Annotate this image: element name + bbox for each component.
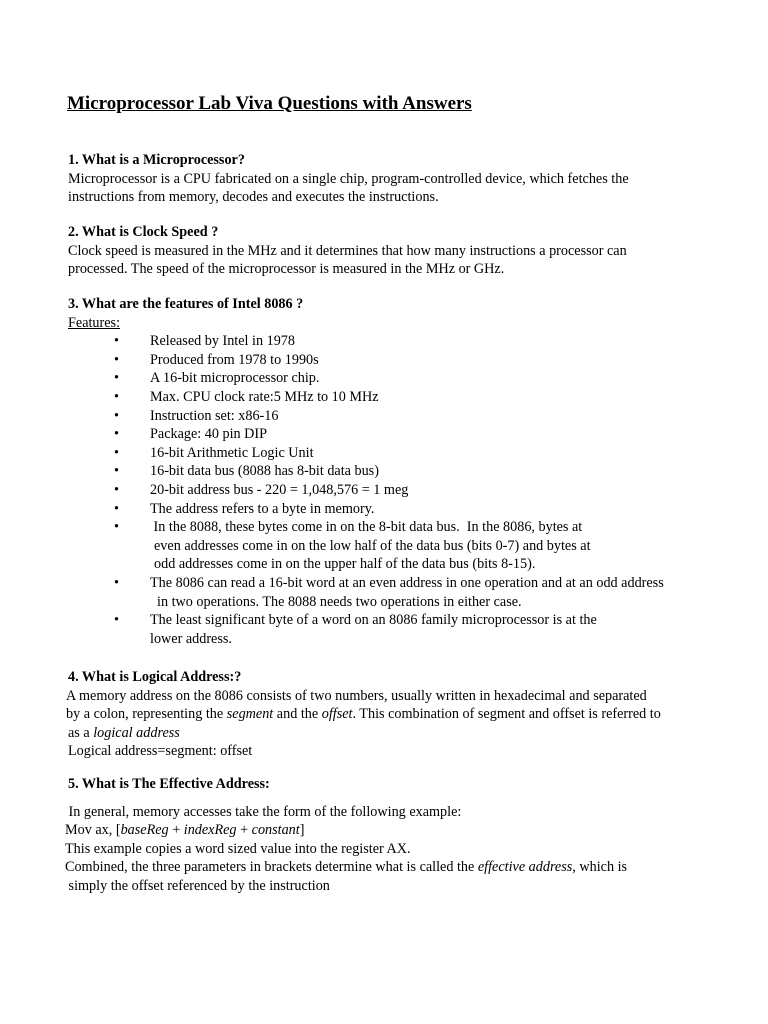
features-label: Features: bbox=[68, 314, 121, 331]
bullet: • bbox=[114, 351, 119, 368]
list-item: • Instruction set: x86-16 bbox=[114, 407, 279, 424]
bullet: • bbox=[114, 500, 119, 517]
q4-line-1: A memory address on the 8086 consists of two numbers, usually written in hexadecimal and separated bbox=[66, 687, 647, 704]
q4-question: 4. What is Logical Address:? bbox=[68, 669, 242, 685]
bullet: • bbox=[114, 388, 119, 405]
q4-line-3: as a logical address bbox=[68, 724, 180, 741]
bullet: • bbox=[114, 407, 119, 424]
page-title: Microprocessor Lab Viva Questions with Answers bbox=[67, 93, 472, 114]
list-item: • 20-bit address bus - 220 = 1,048,576 = 1 meg bbox=[114, 481, 409, 498]
q1-answer-line-1: Microprocessor is a CPU fabricated on a single chip, program-controlled device, which fetches the bbox=[68, 170, 629, 187]
list-item: • Package: 40 pin DIP bbox=[114, 426, 268, 443]
q2-answer-line-2: processed. The speed of the microprocessor is measured in the MHz or GHz. bbox=[68, 261, 505, 278]
q5-line-5: simply the offset referenced by the instruction bbox=[65, 877, 330, 894]
q4-line-4: Logical address=segment: offset bbox=[68, 743, 253, 760]
bullet: • bbox=[114, 519, 119, 536]
bullet: • bbox=[114, 444, 119, 461]
bullet: • bbox=[114, 370, 119, 387]
q1-answer-line-2: instructions from memory, decodes and executes the instructions. bbox=[68, 189, 439, 206]
section-q1 bbox=[68, 151, 700, 207]
list-item: • 16-bit data bus (8088 has 8-bit data bus) bbox=[114, 463, 379, 480]
q5-line-2: Mov ax, [baseReg + indexReg + constant] bbox=[65, 822, 305, 839]
list-item: • The 8086 can read a 16-bit word at an even address in one operation and at an odd address in two operations. The 8088 needs two operations in either case. bbox=[114, 574, 664, 610]
list-item: • Produced from 1978 to 1990s bbox=[114, 351, 319, 368]
features-list bbox=[68, 332, 700, 648]
list-item: • A 16-bit microprocessor chip. bbox=[114, 370, 320, 387]
q4-line-2: by a colon, representing the segment and the offset. This combination of segment and offset is referred to bbox=[66, 706, 661, 723]
q2-question: 2. What is Clock Speed ? bbox=[68, 224, 219, 240]
q5-question: 5. What is The Effective Address: bbox=[68, 776, 270, 792]
bullet: • bbox=[114, 612, 119, 629]
q3-question: 3. What are the features of Intel 8086 ? bbox=[68, 296, 304, 312]
section-q5 bbox=[65, 775, 700, 896]
q2-answer-line-1: Clock speed is measured in the MHz and it determines that how many instructions a processor can bbox=[68, 242, 627, 259]
bullet: • bbox=[114, 333, 119, 350]
q1-question: 1. What is a Microprocessor? bbox=[68, 152, 245, 168]
list-item: • Max. CPU clock rate:5 MHz to 10 MHz bbox=[114, 388, 379, 405]
q5-line-3: This example copies a word sized value into the register AX. bbox=[65, 840, 411, 857]
list-item: • In the 8088, these bytes come in on the 8-bit data bus. In the 8086, bytes at even addresses come in on the low half of the data bus (bits 0-7) and bytes at odd addresses come in on the upper half of the data bus (bits 8-15). bbox=[114, 519, 591, 573]
q5-line-4: Combined, the three parameters in brackets determine what is called the effective address, which is bbox=[65, 859, 628, 876]
section-q4 bbox=[66, 668, 700, 761]
bullet: • bbox=[114, 574, 119, 591]
list-item: • The least significant byte of a word on an 8086 family microprocessor is at the lower address. bbox=[114, 612, 597, 647]
bullet: • bbox=[114, 463, 119, 480]
q5-line-1: In general, memory accesses take the form of the following example: bbox=[65, 803, 462, 820]
list-item: • Released by Intel in 1978 bbox=[114, 333, 295, 350]
list-item: • The address refers to a byte in memory. bbox=[114, 500, 375, 517]
list-item: • 16-bit Arithmetic Logic Unit bbox=[114, 444, 314, 461]
section-q2 bbox=[68, 223, 700, 279]
bullet: • bbox=[114, 481, 119, 498]
section-q3 bbox=[68, 295, 700, 648]
bullet: • bbox=[114, 426, 119, 443]
